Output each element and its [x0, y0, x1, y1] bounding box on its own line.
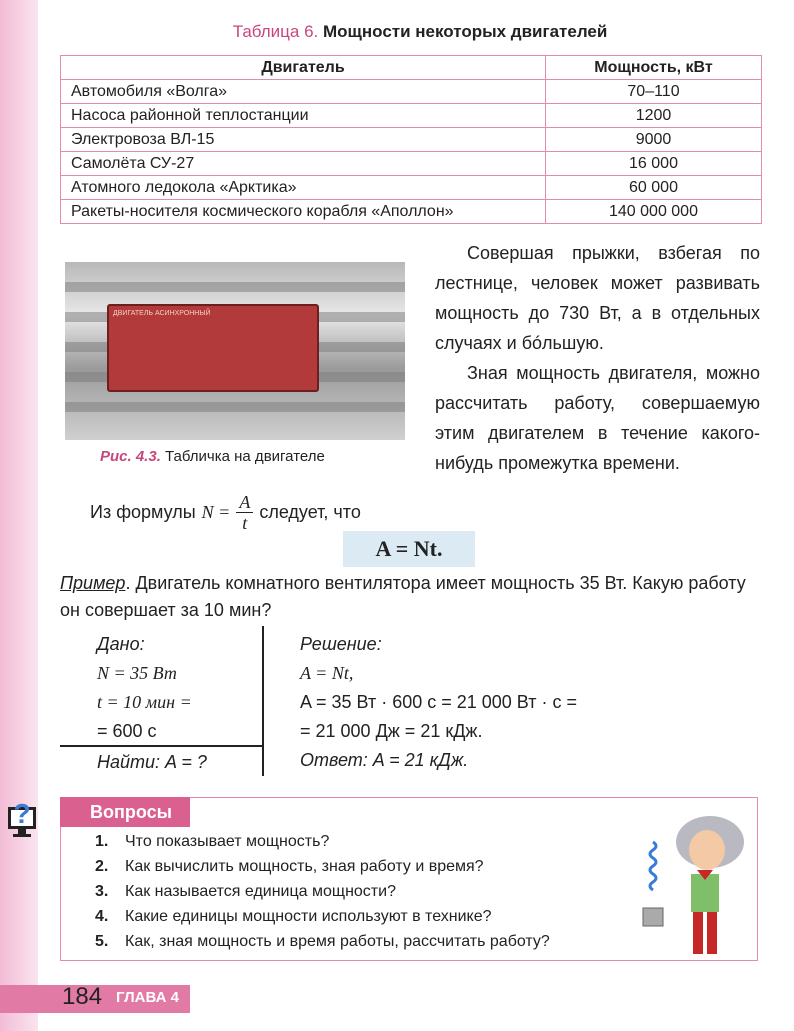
question-number: 3.	[95, 883, 109, 900]
question-text: Какие единицы мощности используют в технике?	[125, 908, 492, 925]
question-item	[95, 858, 484, 876]
cell: Самолёта СУ-27	[61, 152, 546, 176]
key-formula: A = Nt.	[375, 536, 443, 561]
formula-line	[90, 492, 361, 533]
cell: 70–110	[546, 80, 762, 104]
given-label: Дано:	[97, 634, 145, 654]
table-row	[61, 104, 762, 128]
numerator: A	[236, 492, 253, 513]
plate-text: ДВИГАТЕЛЬ АСИНХРОННЫЙ	[113, 310, 211, 317]
cell: Автомобиля «Волга»	[61, 80, 546, 104]
denominator: t	[242, 513, 248, 533]
cell: 16 000	[546, 152, 762, 176]
key-formula-box	[343, 531, 475, 567]
table-row	[61, 128, 762, 152]
question-text: Что показывает мощность?	[125, 833, 330, 850]
cell: Электровоза ВЛ-15	[61, 128, 546, 152]
chapter-label: ГЛАВА 4	[116, 989, 179, 1006]
solution-line: A = Nt,	[300, 663, 354, 683]
question-text: Как называется единица мощности?	[125, 883, 396, 900]
solution-line: A = 35 Вт · 600 с = 21 000 Вт · с =	[300, 692, 577, 712]
question-text: Как вычислить мощность, зная работу и время?	[125, 858, 484, 875]
cell: 1200	[546, 104, 762, 128]
cell: 60 000	[546, 176, 762, 200]
table-caption	[0, 22, 794, 42]
table-row	[61, 200, 762, 224]
svg-text:?: ?	[13, 798, 31, 829]
given-line: N = 35 Вт	[97, 663, 177, 683]
question-number: 1.	[95, 833, 109, 850]
formula-lhs: N =	[201, 502, 231, 522]
table-row	[61, 80, 762, 104]
solution-line: = 21 000 Дж = 21 кДж.	[300, 721, 483, 741]
figure-caption	[100, 448, 325, 465]
cell: 9000	[546, 128, 762, 152]
question-item	[95, 933, 550, 951]
header-power: Мощность, кВт	[546, 56, 762, 80]
question-item	[95, 883, 396, 901]
find-line: Найти: A = ?	[97, 752, 207, 772]
paragraph: Зная мощность двигателя, можно рассчитать работу, совершаемую этим двигателем в течение какого-нибудь промежутка времени.	[435, 363, 760, 473]
cell: Атомного ледокола «Арктика»	[61, 176, 546, 200]
page-number: 184	[62, 983, 103, 1010]
question-item	[95, 833, 329, 851]
engine-nameplate	[107, 304, 319, 392]
formula-post: следует, что	[259, 502, 361, 522]
divider-horizontal	[60, 745, 263, 747]
cell: Насоса районной теплостанции	[61, 104, 546, 128]
answer-line: Ответ: A = 21 кДж.	[300, 750, 469, 770]
paragraph: Совершая прыжки, взбегая по лестнице, человек может развивать мощность до 730 Вт, а в отдельных случаях и бóльшую.	[435, 243, 760, 353]
given-line: = 600 с	[97, 721, 157, 741]
scientist-illustration	[625, 812, 755, 962]
example-text: . Двигатель комнатного вентилятора имеет мощность 35 Вт. Какую работу он совершает за 10 мин?	[60, 573, 746, 620]
formula-pre: Из формулы	[90, 502, 196, 522]
engine-plate-photo	[65, 262, 405, 440]
figure-label: Рис. 4.3.	[100, 448, 161, 465]
questions-title: Вопросы	[60, 797, 190, 827]
table-title: Мощности некоторых двигателей	[323, 22, 608, 41]
given-block	[97, 630, 192, 746]
figure-caption-text: Табличка на двигателе	[165, 448, 325, 465]
question-number: 5.	[95, 933, 109, 950]
question-computer-icon	[6, 793, 38, 839]
divider-vertical	[262, 626, 264, 776]
question-number: 2.	[95, 858, 109, 875]
engine-power-table	[60, 55, 762, 224]
page-margin-strip	[0, 0, 38, 1031]
table-row	[61, 152, 762, 176]
example-label: Пример	[60, 573, 126, 593]
header-engine: Двигатель	[61, 56, 546, 80]
table-label: Таблица 6.	[232, 22, 319, 41]
example	[60, 570, 760, 624]
table-header-row	[61, 56, 762, 80]
table-row	[61, 176, 762, 200]
solution-block	[300, 630, 577, 775]
cell: Ракеты-носителя космического корабля «Аполлон»	[61, 200, 546, 224]
given-line: t = 10 мин =	[97, 692, 192, 712]
fraction	[236, 492, 253, 533]
cell: 140 000 000	[546, 200, 762, 224]
question-number: 4.	[95, 908, 109, 925]
question-item	[95, 908, 492, 926]
question-text: Как, зная мощность и время работы, рассчитать работу?	[125, 933, 550, 950]
solution-label: Решение:	[300, 634, 382, 654]
body-text	[435, 238, 760, 478]
